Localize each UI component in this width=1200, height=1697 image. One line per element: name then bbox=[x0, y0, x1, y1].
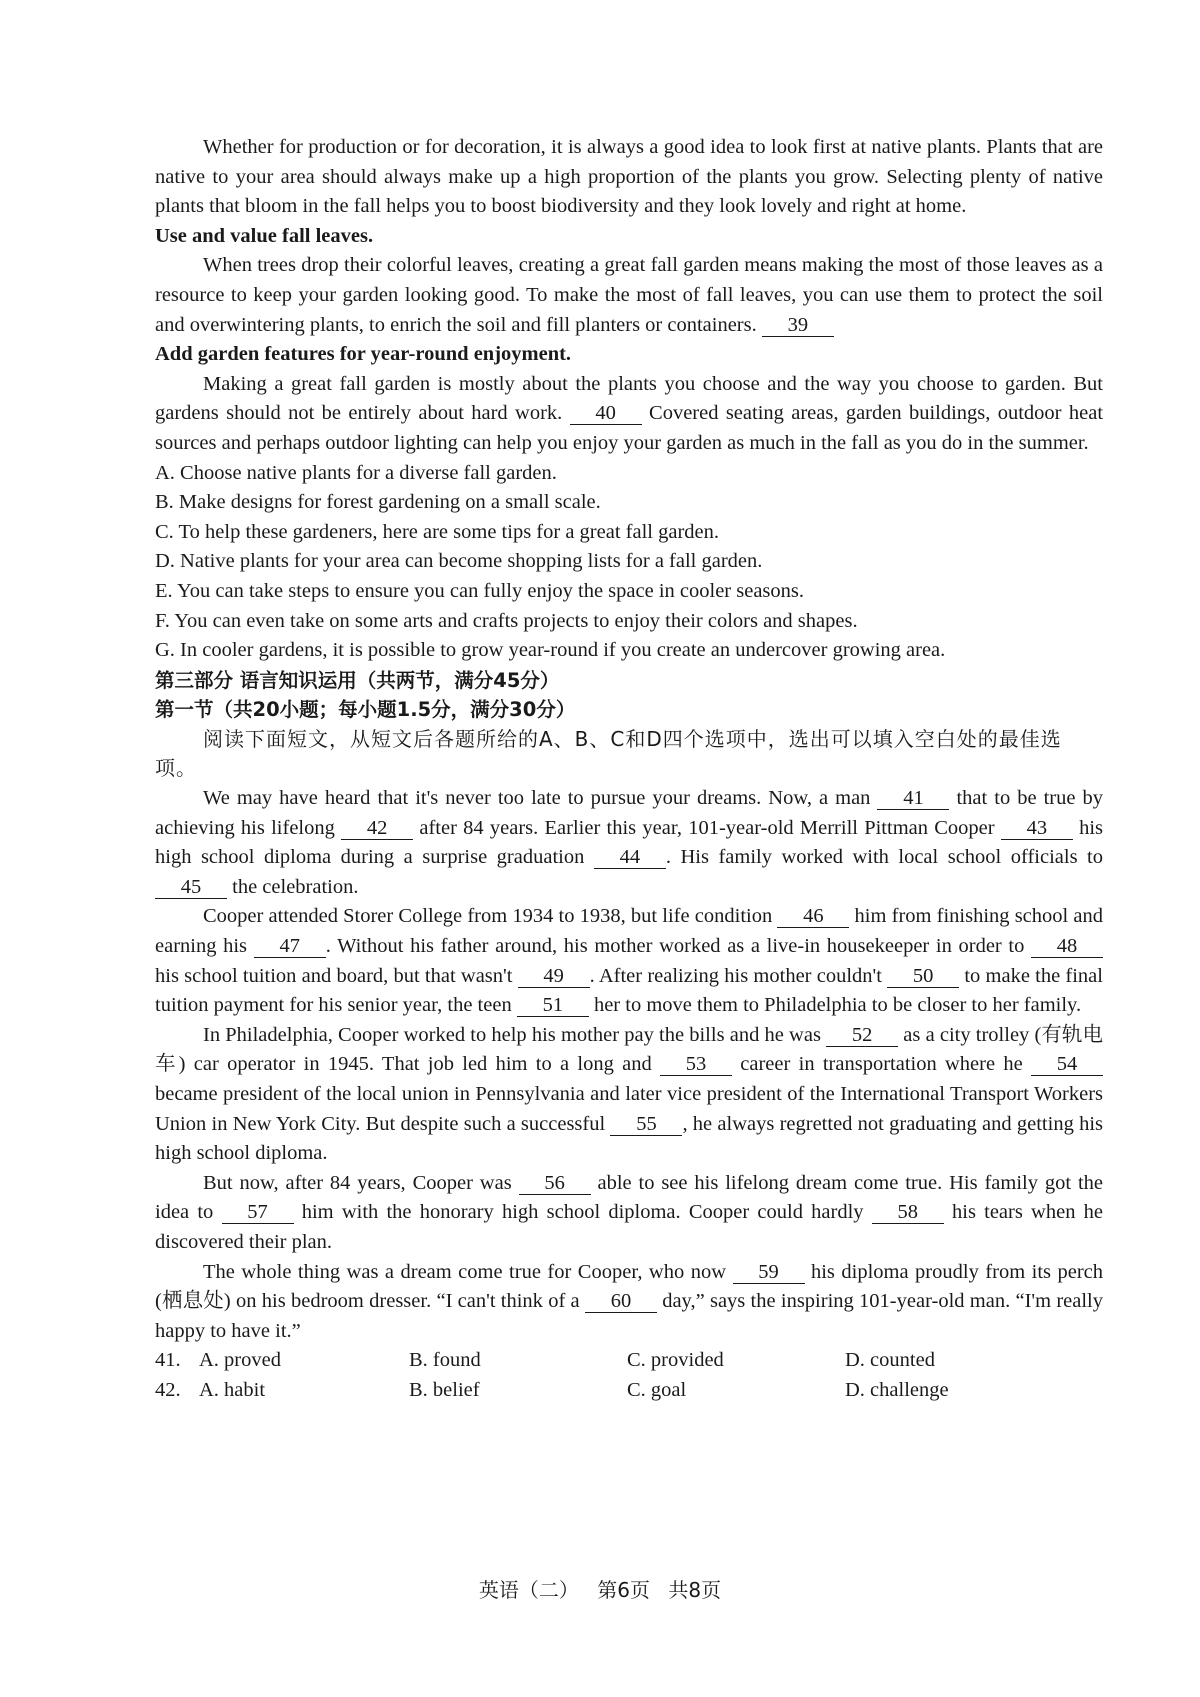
blank-59: 59 bbox=[733, 1261, 805, 1284]
blank-49: 49 bbox=[518, 965, 590, 988]
blank-60: 60 bbox=[585, 1290, 657, 1313]
blank-54: 54 bbox=[1031, 1053, 1103, 1076]
footer-page-number: 第6页 bbox=[597, 1578, 650, 1602]
choice-c: C. goal bbox=[627, 1378, 687, 1401]
paragraph-text: In Philadelphia, Cooper worked to help his mother pay the bills and he was bbox=[203, 1023, 827, 1046]
option-item: B. Make designs for forest gardening on a small scale. bbox=[155, 491, 601, 514]
option-item: F. You can even take on some arts and crafts projects to enjoy their colors and shapes. bbox=[155, 609, 858, 632]
paragraph-text: Making a great fall garden is mostly about the plants you choose and the way you choose to garden. But gardens should not be entirely about hard work. bbox=[155, 372, 1103, 425]
passage-paragraph: Whether for production or for decoration, it is always a good idea to look first at native plants. Plants that are native to your area should always make up a high proportion of the plants you grow. Selecting plenty of native plants that bloom in the fall helps you to boost biodiversity and they look lovely and right at home. bbox=[155, 136, 1103, 218]
paragraph-text: his high school diploma during a surprise graduation bbox=[155, 816, 1103, 869]
choice-a: A. proved bbox=[199, 1349, 281, 1372]
footer-total-pages: 共8页 bbox=[668, 1578, 722, 1602]
option-item: D. Native plants for your area can become shopping lists for a fall garden. bbox=[155, 550, 763, 573]
option-item: E. You can take steps to ensure you can fully enjoy the space in cooler seasons. bbox=[155, 579, 805, 602]
option-item: G. In cooler gardens, it is possible to grow year-round if you create an undercover growing area. bbox=[155, 639, 946, 662]
choice-d: D. challenge bbox=[845, 1378, 949, 1401]
passage-paragraph bbox=[155, 251, 1103, 340]
blank-48: 48 bbox=[1031, 935, 1103, 958]
cloze-paragraph bbox=[155, 1258, 1103, 1347]
cloze-paragraph bbox=[155, 784, 1103, 902]
question-number: 42. bbox=[155, 1378, 181, 1401]
section-heading: Use and value fall leaves. bbox=[155, 224, 374, 247]
blank-50: 50 bbox=[887, 965, 959, 988]
paragraph-text: Cooper attended Storer College from 1934 to 1938, but life condition bbox=[203, 905, 778, 928]
passage-paragraph bbox=[155, 370, 1103, 459]
choice-b: B. belief bbox=[409, 1378, 480, 1401]
blank-45: 45 bbox=[155, 876, 227, 899]
option-list bbox=[155, 459, 1103, 666]
blank-43: 43 bbox=[1001, 817, 1073, 840]
blank-51: 51 bbox=[517, 994, 589, 1017]
option-item: C. To help these gardeners, here are some tips for a great fall garden. bbox=[155, 520, 719, 543]
cloze-paragraph bbox=[155, 1169, 1103, 1258]
instruction-text: 阅读下面短文，从短文后各题所给的A、B、C和D四个选项中，选出可以填入空白处的最佳选项。 bbox=[155, 726, 1062, 781]
cloze-paragraph bbox=[155, 1021, 1103, 1169]
section-subtitle: 第一节（共20小题；每小题1.5分，满分30分） bbox=[155, 698, 576, 722]
paragraph-text: The whole thing was a dream come true for Cooper, who now bbox=[203, 1260, 733, 1283]
question-row bbox=[155, 1346, 1103, 1376]
blank-56: 56 bbox=[519, 1172, 591, 1195]
paragraph-text: able to see his lifelong dream come true. His family got the idea to bbox=[155, 1171, 1103, 1224]
blank-57: 57 bbox=[222, 1201, 294, 1224]
choice-c: C. provided bbox=[627, 1349, 724, 1372]
page-content bbox=[155, 133, 1103, 1406]
blank-44: 44 bbox=[594, 846, 666, 869]
paragraph-text: his tears when he discovered their plan. bbox=[155, 1201, 1104, 1253]
blank-46: 46 bbox=[777, 905, 849, 928]
paragraph-text: as a city trolley (有轨电车) car operator in 1945. That job led him to a long and bbox=[155, 1023, 1103, 1076]
question-number: 41. bbox=[155, 1349, 181, 1372]
paragraph-text: Covered seating areas, garden buildings, outdoor heat sources and perhaps outdoor lighting can help you enjoy your garden as much in the fall as you do in the summer. bbox=[155, 402, 1104, 454]
paragraph-text: the celebration. bbox=[227, 875, 359, 898]
paragraph-text: her to move them to Philadelphia to be closer to her family. bbox=[588, 994, 1082, 1017]
choice-d: D. counted bbox=[845, 1349, 935, 1372]
paragraph-text: . His family worked with local school officials to bbox=[665, 846, 1103, 869]
footer-subject: 英语（二） bbox=[478, 1578, 579, 1602]
choice-b: B. found bbox=[409, 1349, 481, 1372]
blank-53: 53 bbox=[660, 1053, 732, 1076]
paragraph-text: his school tuition and board, but that wasn't bbox=[155, 964, 518, 987]
option-item: A. Choose native plants for a diverse fall garden. bbox=[155, 461, 557, 484]
question-list bbox=[155, 1346, 1103, 1405]
blank-47: 47 bbox=[254, 935, 326, 958]
paragraph-text: his diploma proudly from its perch (栖息处) on his bedroom dresser. “I can't think of a bbox=[155, 1260, 1103, 1313]
cloze-paragraph bbox=[155, 902, 1103, 1020]
blank-42: 42 bbox=[341, 817, 413, 840]
paragraph-text: him from finishing school and earning his bbox=[155, 905, 1103, 958]
blank-41: 41 bbox=[877, 787, 949, 810]
blank-40: 40 bbox=[570, 402, 642, 425]
part-title: 第三部分 语言知识运用（共两节，满分45分） bbox=[155, 668, 560, 692]
paragraph-text: career in transportation where he bbox=[732, 1053, 1031, 1076]
paragraph-text: after 84 years. Earlier this year, 101-year-old Merrill Pittman Cooper bbox=[413, 816, 1001, 839]
paragraph-text: When trees drop their colorful leaves, creating a great fall garden means making the most of those leaves as a resource to keep your garden looking good. To make the most of fall leaves, you can use them to protect the soil and overwintering plants, to enrich the soil and fill planters or containers. bbox=[155, 254, 1103, 336]
paragraph-text: But now, after 84 years, Cooper was bbox=[203, 1171, 519, 1194]
paragraph-text: . After realizing his mother couldn't bbox=[589, 964, 888, 987]
page-footer bbox=[0, 1574, 1200, 1603]
paragraph-text: to make the final tuition payment for his senior year, the teen bbox=[155, 964, 1103, 1017]
paragraph-text: We may have heard that it's never too late to pursue your dreams. Now, a man bbox=[203, 787, 878, 810]
paragraph-text: him with the honorary high school diploma. Cooper could hardly bbox=[293, 1201, 872, 1224]
paragraph-text: became president of the local union in Pennsylvania and later vice president of the International Transport Workers Union in New York City. But despite such a successful bbox=[155, 1083, 1103, 1135]
choice-a: A. habit bbox=[199, 1378, 266, 1401]
section-heading: Add garden features for year-round enjoyment. bbox=[155, 343, 572, 366]
question-row bbox=[155, 1376, 1103, 1406]
paragraph-text: . Without his father around, his mother worked as a live-in housekeeper in order to bbox=[325, 935, 1031, 958]
blank-55: 55 bbox=[610, 1113, 682, 1136]
paragraph-text: day,” says the inspiring 101-year-old man. “I'm really happy to have it.” bbox=[155, 1290, 1103, 1342]
blank-39: 39 bbox=[762, 314, 834, 337]
blank-58: 58 bbox=[872, 1201, 944, 1224]
paragraph-text: that to be true by achieving his lifelong bbox=[155, 787, 1104, 839]
paragraph-text: , he always regretted not graduating and getting his high school diploma. bbox=[155, 1112, 1103, 1165]
blank-52: 52 bbox=[826, 1024, 898, 1047]
